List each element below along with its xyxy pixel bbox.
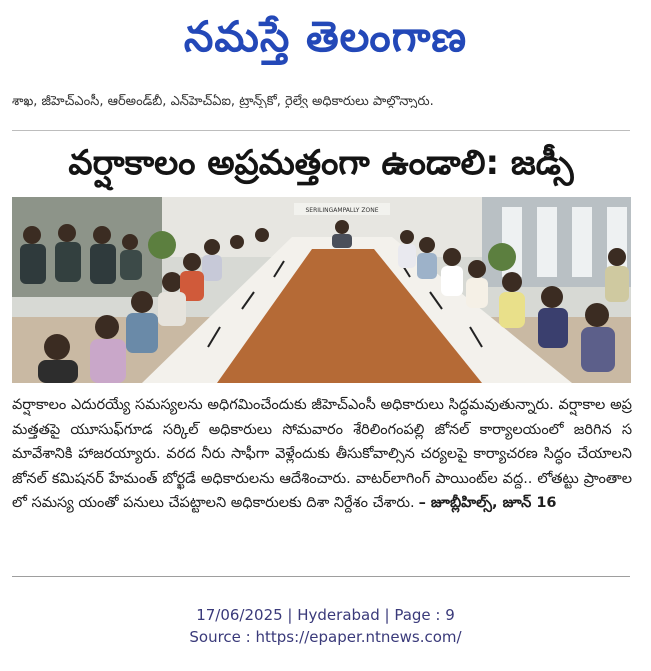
newspaper-masthead: నమస్తే తెలంగాణ bbox=[183, 12, 468, 61]
article-headline: వర్షాకాలం అప్రమత్తంగా ఉండాలి: జడ్సీ bbox=[68, 143, 574, 183]
article-dateline: – జూబ్లీహిల్స్, జూన్ 16 bbox=[418, 495, 557, 511]
meeting-photo-illustration bbox=[12, 197, 631, 383]
article-body-text: వర్షాకాలం ఎదురయ్యే సమస్యలను అధిగమించేందుకు జీహెచ్‌ఎంసీ అధికారులు సిద్ధమవుతున్నారు. వర్షాకాల అప్రమత్తతపై యూసుఫ్‌గూడ సర్కిల్ అధికారులు సోమవారం శేరిలింగంపల్లి జోనల్ కార్యాలయంలో జరిగిన సమావేశానికి హాజరయ్యారు. వరద నీరు సాఫీగా వెళ్లేందుకు తీసుకోవాల్సిన చర్యలపై కార్యాచరణ సిద్ధం చేయాలని జోనల్ కమిషనర్ హేమంత్ బోర్ఖడే అధికారులను ఆదేశించారు. వాటర్‌లాగింగ్ పాయింట్‌ల వద్ద.. లోతట్టు ప్రాంతాలలో సమస్య యంతో పనులు చేపట్టాలని అధికారులకు దిశా నిర్దేశం చేశారు. bbox=[12, 397, 632, 511]
article-body bbox=[12, 393, 632, 516]
previous-article-cut-line: శాఖ, జీహెచ్‌ఎంసీ, ఆర్‌అండ్‌బీ, ఎన్‌హెచ్‌ఏఐ, ట్రాన్స్‌కో, రైల్వే అధికారులు పాల్గొన్నారు. bbox=[12, 94, 434, 108]
divider-bottom bbox=[12, 576, 630, 577]
page-footer bbox=[0, 604, 651, 648]
source-link[interactable]: Source : https://epaper.ntnews.com/ bbox=[189, 628, 462, 646]
divider-top bbox=[12, 130, 630, 131]
wall-sign-text: SERILINGAMPALLY ZONE bbox=[305, 207, 379, 214]
meeting-photo bbox=[12, 197, 631, 383]
edition-info: 17/06/2025 | Hyderabad | Page : 9 bbox=[196, 606, 455, 624]
